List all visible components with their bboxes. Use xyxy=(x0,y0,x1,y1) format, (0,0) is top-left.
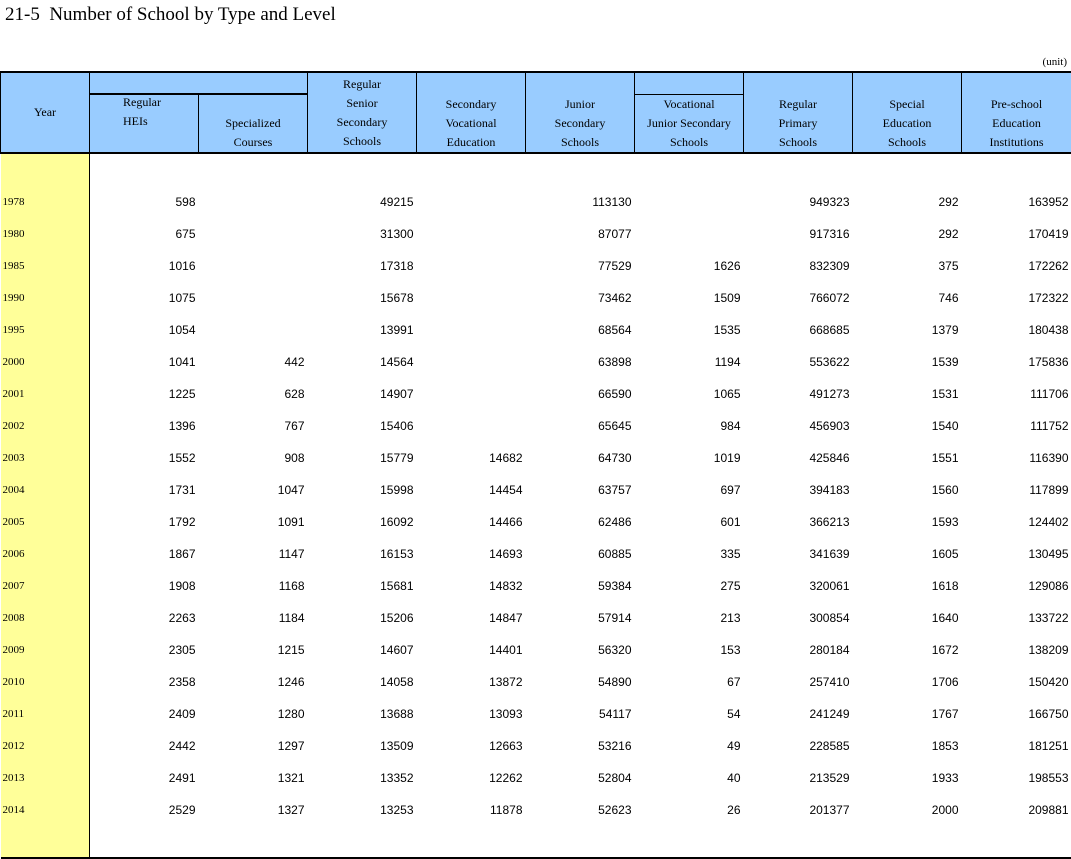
value-cell: 129086 xyxy=(962,570,1071,602)
value-cell: 13991 xyxy=(308,314,417,346)
year-cell: 2014 xyxy=(1,794,90,826)
value-cell: 172262 xyxy=(962,250,1071,282)
value-cell: 228585 xyxy=(744,730,853,762)
value-cell: 12663 xyxy=(417,730,526,762)
value-cell: 16092 xyxy=(308,506,417,538)
value-cell: 1593 xyxy=(853,506,962,538)
value-cell: 275 xyxy=(635,570,744,602)
value-cell: 601 xyxy=(635,506,744,538)
value-cell: 1640 xyxy=(853,602,962,634)
value-cell: 14693 xyxy=(417,538,526,570)
value-cell: 766072 xyxy=(744,282,853,314)
value-cell: 14682 xyxy=(417,442,526,474)
value-cell: 31300 xyxy=(308,218,417,250)
value-cell: 1246 xyxy=(199,666,308,698)
value-cell: 598 xyxy=(90,186,199,218)
value-cell xyxy=(199,250,308,282)
value-cell: 1047 xyxy=(199,474,308,506)
value-cell: 113130 xyxy=(526,186,635,218)
header-special-education: Special Education Schools xyxy=(853,72,962,153)
value-cell: 767 xyxy=(199,410,308,442)
value-cell: 13093 xyxy=(417,698,526,730)
value-cell: 1552 xyxy=(90,442,199,474)
value-cell: 170419 xyxy=(962,218,1071,250)
table-row xyxy=(1,666,1071,698)
value-cell: 15678 xyxy=(308,282,417,314)
value-cell: 1767 xyxy=(853,698,962,730)
value-cell: 181251 xyxy=(962,730,1071,762)
value-cell: 1539 xyxy=(853,346,962,378)
value-cell: 1540 xyxy=(853,410,962,442)
value-cell: 166750 xyxy=(962,698,1071,730)
value-cell: 697 xyxy=(635,474,744,506)
header-regular-heis-group xyxy=(90,72,308,94)
value-cell: 280184 xyxy=(744,634,853,666)
value-cell: 13509 xyxy=(308,730,417,762)
value-cell xyxy=(199,218,308,250)
header-regular-senior-secondary: Regular Senior Secondary Schools xyxy=(308,72,417,153)
value-cell: 12262 xyxy=(417,762,526,794)
value-cell: 14401 xyxy=(417,634,526,666)
value-cell: 52804 xyxy=(526,762,635,794)
value-cell: 40 xyxy=(635,762,744,794)
value-cell: 130495 xyxy=(962,538,1071,570)
value-cell: 124402 xyxy=(962,506,1071,538)
year-cell: 1985 xyxy=(1,250,90,282)
value-cell: 1618 xyxy=(853,570,962,602)
year-cell: 2013 xyxy=(1,762,90,794)
value-cell: 150420 xyxy=(962,666,1071,698)
value-cell: 1075 xyxy=(90,282,199,314)
year-cell: 1980 xyxy=(1,218,90,250)
value-cell: 63757 xyxy=(526,474,635,506)
value-cell: 1019 xyxy=(635,442,744,474)
table-row xyxy=(1,314,1071,346)
year-cell: 2000 xyxy=(1,346,90,378)
table-row xyxy=(1,410,1071,442)
value-cell: 1280 xyxy=(199,698,308,730)
value-cell: 66590 xyxy=(526,378,635,410)
value-cell: 1626 xyxy=(635,250,744,282)
value-cell: 64730 xyxy=(526,442,635,474)
value-cell: 257410 xyxy=(744,666,853,698)
value-cell: 553622 xyxy=(744,346,853,378)
value-cell: 949323 xyxy=(744,186,853,218)
year-cell: 1978 xyxy=(1,186,90,218)
value-cell: 1194 xyxy=(635,346,744,378)
value-cell: 17318 xyxy=(308,250,417,282)
value-cell: 1531 xyxy=(853,378,962,410)
table-row xyxy=(1,218,1071,250)
value-cell: 163952 xyxy=(962,186,1071,218)
table-body xyxy=(1,153,1071,858)
table-row xyxy=(1,378,1071,410)
year-cell: 1990 xyxy=(1,282,90,314)
value-cell: 63898 xyxy=(526,346,635,378)
value-cell: 11878 xyxy=(417,794,526,826)
unit-label: (unit) xyxy=(1043,56,1067,68)
value-cell xyxy=(199,282,308,314)
value-cell: 175836 xyxy=(962,346,1071,378)
value-cell: 213 xyxy=(635,602,744,634)
table-row xyxy=(1,794,1071,826)
year-cell: 2001 xyxy=(1,378,90,410)
value-cell: 456903 xyxy=(744,410,853,442)
value-cell: 1184 xyxy=(199,602,308,634)
value-cell xyxy=(635,186,744,218)
year-cell: 2011 xyxy=(1,698,90,730)
value-cell: 394183 xyxy=(744,474,853,506)
value-cell: 1605 xyxy=(853,538,962,570)
value-cell: 1792 xyxy=(90,506,199,538)
value-cell: 2000 xyxy=(853,794,962,826)
value-cell: 491273 xyxy=(744,378,853,410)
year-cell: 2012 xyxy=(1,730,90,762)
year-cell: 2004 xyxy=(1,474,90,506)
value-cell: 68564 xyxy=(526,314,635,346)
header-regular-primary: Regular Primary Schools xyxy=(744,72,853,153)
value-cell: 241249 xyxy=(744,698,853,730)
value-cell: 1706 xyxy=(853,666,962,698)
value-cell: 73462 xyxy=(526,282,635,314)
value-cell xyxy=(417,186,526,218)
value-cell: 111752 xyxy=(962,410,1071,442)
value-cell: 117899 xyxy=(962,474,1071,506)
header-junior-secondary: Junior Secondary Schools xyxy=(526,72,635,153)
value-cell: 442 xyxy=(199,346,308,378)
value-cell: 1672 xyxy=(853,634,962,666)
value-cell: 425846 xyxy=(744,442,853,474)
value-cell: 57914 xyxy=(526,602,635,634)
value-cell: 62486 xyxy=(526,506,635,538)
value-cell: 2442 xyxy=(90,730,199,762)
value-cell xyxy=(635,218,744,250)
value-cell: 53216 xyxy=(526,730,635,762)
value-cell: 1016 xyxy=(90,250,199,282)
year-cell: 2006 xyxy=(1,538,90,570)
header-year: Year xyxy=(1,72,90,153)
year-cell: 2003 xyxy=(1,442,90,474)
value-cell: 59384 xyxy=(526,570,635,602)
value-cell xyxy=(199,314,308,346)
value-cell xyxy=(199,186,308,218)
value-cell: 13352 xyxy=(308,762,417,794)
value-cell xyxy=(417,346,526,378)
header-preschool: Pre-school Education Institutions xyxy=(962,72,1071,153)
value-cell: 56320 xyxy=(526,634,635,666)
value-cell: 133722 xyxy=(962,602,1071,634)
table-row xyxy=(1,186,1071,218)
year-cell: 2009 xyxy=(1,634,90,666)
value-cell: 335 xyxy=(635,538,744,570)
value-cell: 292 xyxy=(853,218,962,250)
value-cell: 14907 xyxy=(308,378,417,410)
value-cell xyxy=(417,378,526,410)
value-cell: 1225 xyxy=(90,378,199,410)
value-cell: 2305 xyxy=(90,634,199,666)
value-cell: 49 xyxy=(635,730,744,762)
value-cell: 54 xyxy=(635,698,744,730)
value-cell: 1853 xyxy=(853,730,962,762)
value-cell: 180438 xyxy=(962,314,1071,346)
year-cell: 2002 xyxy=(1,410,90,442)
value-cell: 2409 xyxy=(90,698,199,730)
value-cell: 15998 xyxy=(308,474,417,506)
header-vocational-junior-secondary: Vocational Junior Secondary Schools xyxy=(635,94,744,153)
value-cell: 87077 xyxy=(526,218,635,250)
page-title: 21-5 Number of School by Type and Level xyxy=(5,4,336,26)
value-cell: 746 xyxy=(853,282,962,314)
value-cell: 1168 xyxy=(199,570,308,602)
year-cell: 2005 xyxy=(1,506,90,538)
value-cell: 67 xyxy=(635,666,744,698)
value-cell: 668685 xyxy=(744,314,853,346)
table-row xyxy=(1,602,1071,634)
table-row xyxy=(1,474,1071,506)
value-cell: 917316 xyxy=(744,218,853,250)
value-cell: 14454 xyxy=(417,474,526,506)
value-cell: 832309 xyxy=(744,250,853,282)
table-end-row xyxy=(1,826,1071,858)
value-cell: 675 xyxy=(90,218,199,250)
value-cell xyxy=(417,410,526,442)
value-cell: 14564 xyxy=(308,346,417,378)
value-cell: 1535 xyxy=(635,314,744,346)
year-cell: 2010 xyxy=(1,666,90,698)
value-cell: 1908 xyxy=(90,570,199,602)
table-row xyxy=(1,346,1071,378)
value-cell: 26 xyxy=(635,794,744,826)
value-cell: 984 xyxy=(635,410,744,442)
value-cell: 366213 xyxy=(744,506,853,538)
value-cell: 13253 xyxy=(308,794,417,826)
value-cell: 1731 xyxy=(90,474,199,506)
value-cell xyxy=(417,282,526,314)
value-cell: 1396 xyxy=(90,410,199,442)
value-cell: 1327 xyxy=(199,794,308,826)
value-cell: 138209 xyxy=(962,634,1071,666)
table-row xyxy=(1,282,1071,314)
value-cell: 1147 xyxy=(199,538,308,570)
table-row xyxy=(1,698,1071,730)
table-row xyxy=(1,538,1071,570)
value-cell: 172322 xyxy=(962,282,1071,314)
value-cell xyxy=(417,250,526,282)
value-cell: 14466 xyxy=(417,506,526,538)
year-cell: 2008 xyxy=(1,602,90,634)
value-cell: 908 xyxy=(199,442,308,474)
value-cell: 1041 xyxy=(90,346,199,378)
value-cell: 2358 xyxy=(90,666,199,698)
value-cell: 54117 xyxy=(526,698,635,730)
value-cell xyxy=(417,314,526,346)
value-cell: 300854 xyxy=(744,602,853,634)
table-row xyxy=(1,570,1071,602)
value-cell: 213529 xyxy=(744,762,853,794)
value-cell: 1054 xyxy=(90,314,199,346)
value-cell: 153 xyxy=(635,634,744,666)
value-cell: 341639 xyxy=(744,538,853,570)
value-cell: 15779 xyxy=(308,442,417,474)
value-cell: 14832 xyxy=(417,570,526,602)
value-cell: 1867 xyxy=(90,538,199,570)
value-cell: 14607 xyxy=(308,634,417,666)
value-cell: 13688 xyxy=(308,698,417,730)
value-cell: 111706 xyxy=(962,378,1071,410)
value-cell: 54890 xyxy=(526,666,635,698)
value-cell: 2263 xyxy=(90,602,199,634)
school-count-table xyxy=(0,71,1071,859)
value-cell: 77529 xyxy=(526,250,635,282)
value-cell xyxy=(417,218,526,250)
value-cell: 14847 xyxy=(417,602,526,634)
header-secondary-vocational: Secondary Vocational Education xyxy=(417,72,526,153)
value-cell: 1560 xyxy=(853,474,962,506)
value-cell: 2491 xyxy=(90,762,199,794)
spacer-row xyxy=(1,153,1071,186)
header-specialized-courses: Specialized Courses xyxy=(199,94,308,153)
value-cell: 1091 xyxy=(199,506,308,538)
value-cell: 292 xyxy=(853,186,962,218)
value-cell: 1509 xyxy=(635,282,744,314)
value-cell: 628 xyxy=(199,378,308,410)
value-cell: 14058 xyxy=(308,666,417,698)
value-cell: 320061 xyxy=(744,570,853,602)
value-cell: 1297 xyxy=(199,730,308,762)
table-row xyxy=(1,506,1071,538)
header-vocational-junior-top xyxy=(635,72,744,94)
value-cell: 1065 xyxy=(635,378,744,410)
year-cell: 2007 xyxy=(1,570,90,602)
value-cell: 116390 xyxy=(962,442,1071,474)
value-cell: 1321 xyxy=(199,762,308,794)
table-row xyxy=(1,762,1071,794)
value-cell: 201377 xyxy=(744,794,853,826)
value-cell: 2529 xyxy=(90,794,199,826)
table-row xyxy=(1,442,1071,474)
value-cell: 198553 xyxy=(962,762,1071,794)
value-cell: 13872 xyxy=(417,666,526,698)
value-cell: 1933 xyxy=(853,762,962,794)
value-cell: 15206 xyxy=(308,602,417,634)
value-cell: 1215 xyxy=(199,634,308,666)
value-cell: 15681 xyxy=(308,570,417,602)
table-row xyxy=(1,730,1071,762)
value-cell: 65645 xyxy=(526,410,635,442)
value-cell: 209881 xyxy=(962,794,1071,826)
value-cell: 15406 xyxy=(308,410,417,442)
value-cell: 16153 xyxy=(308,538,417,570)
year-cell: 1995 xyxy=(1,314,90,346)
value-cell: 1551 xyxy=(853,442,962,474)
table-row xyxy=(1,634,1071,666)
value-cell: 49215 xyxy=(308,186,417,218)
table-row xyxy=(1,250,1071,282)
value-cell: 375 xyxy=(853,250,962,282)
value-cell: 1379 xyxy=(853,314,962,346)
value-cell: 60885 xyxy=(526,538,635,570)
value-cell: 52623 xyxy=(526,794,635,826)
